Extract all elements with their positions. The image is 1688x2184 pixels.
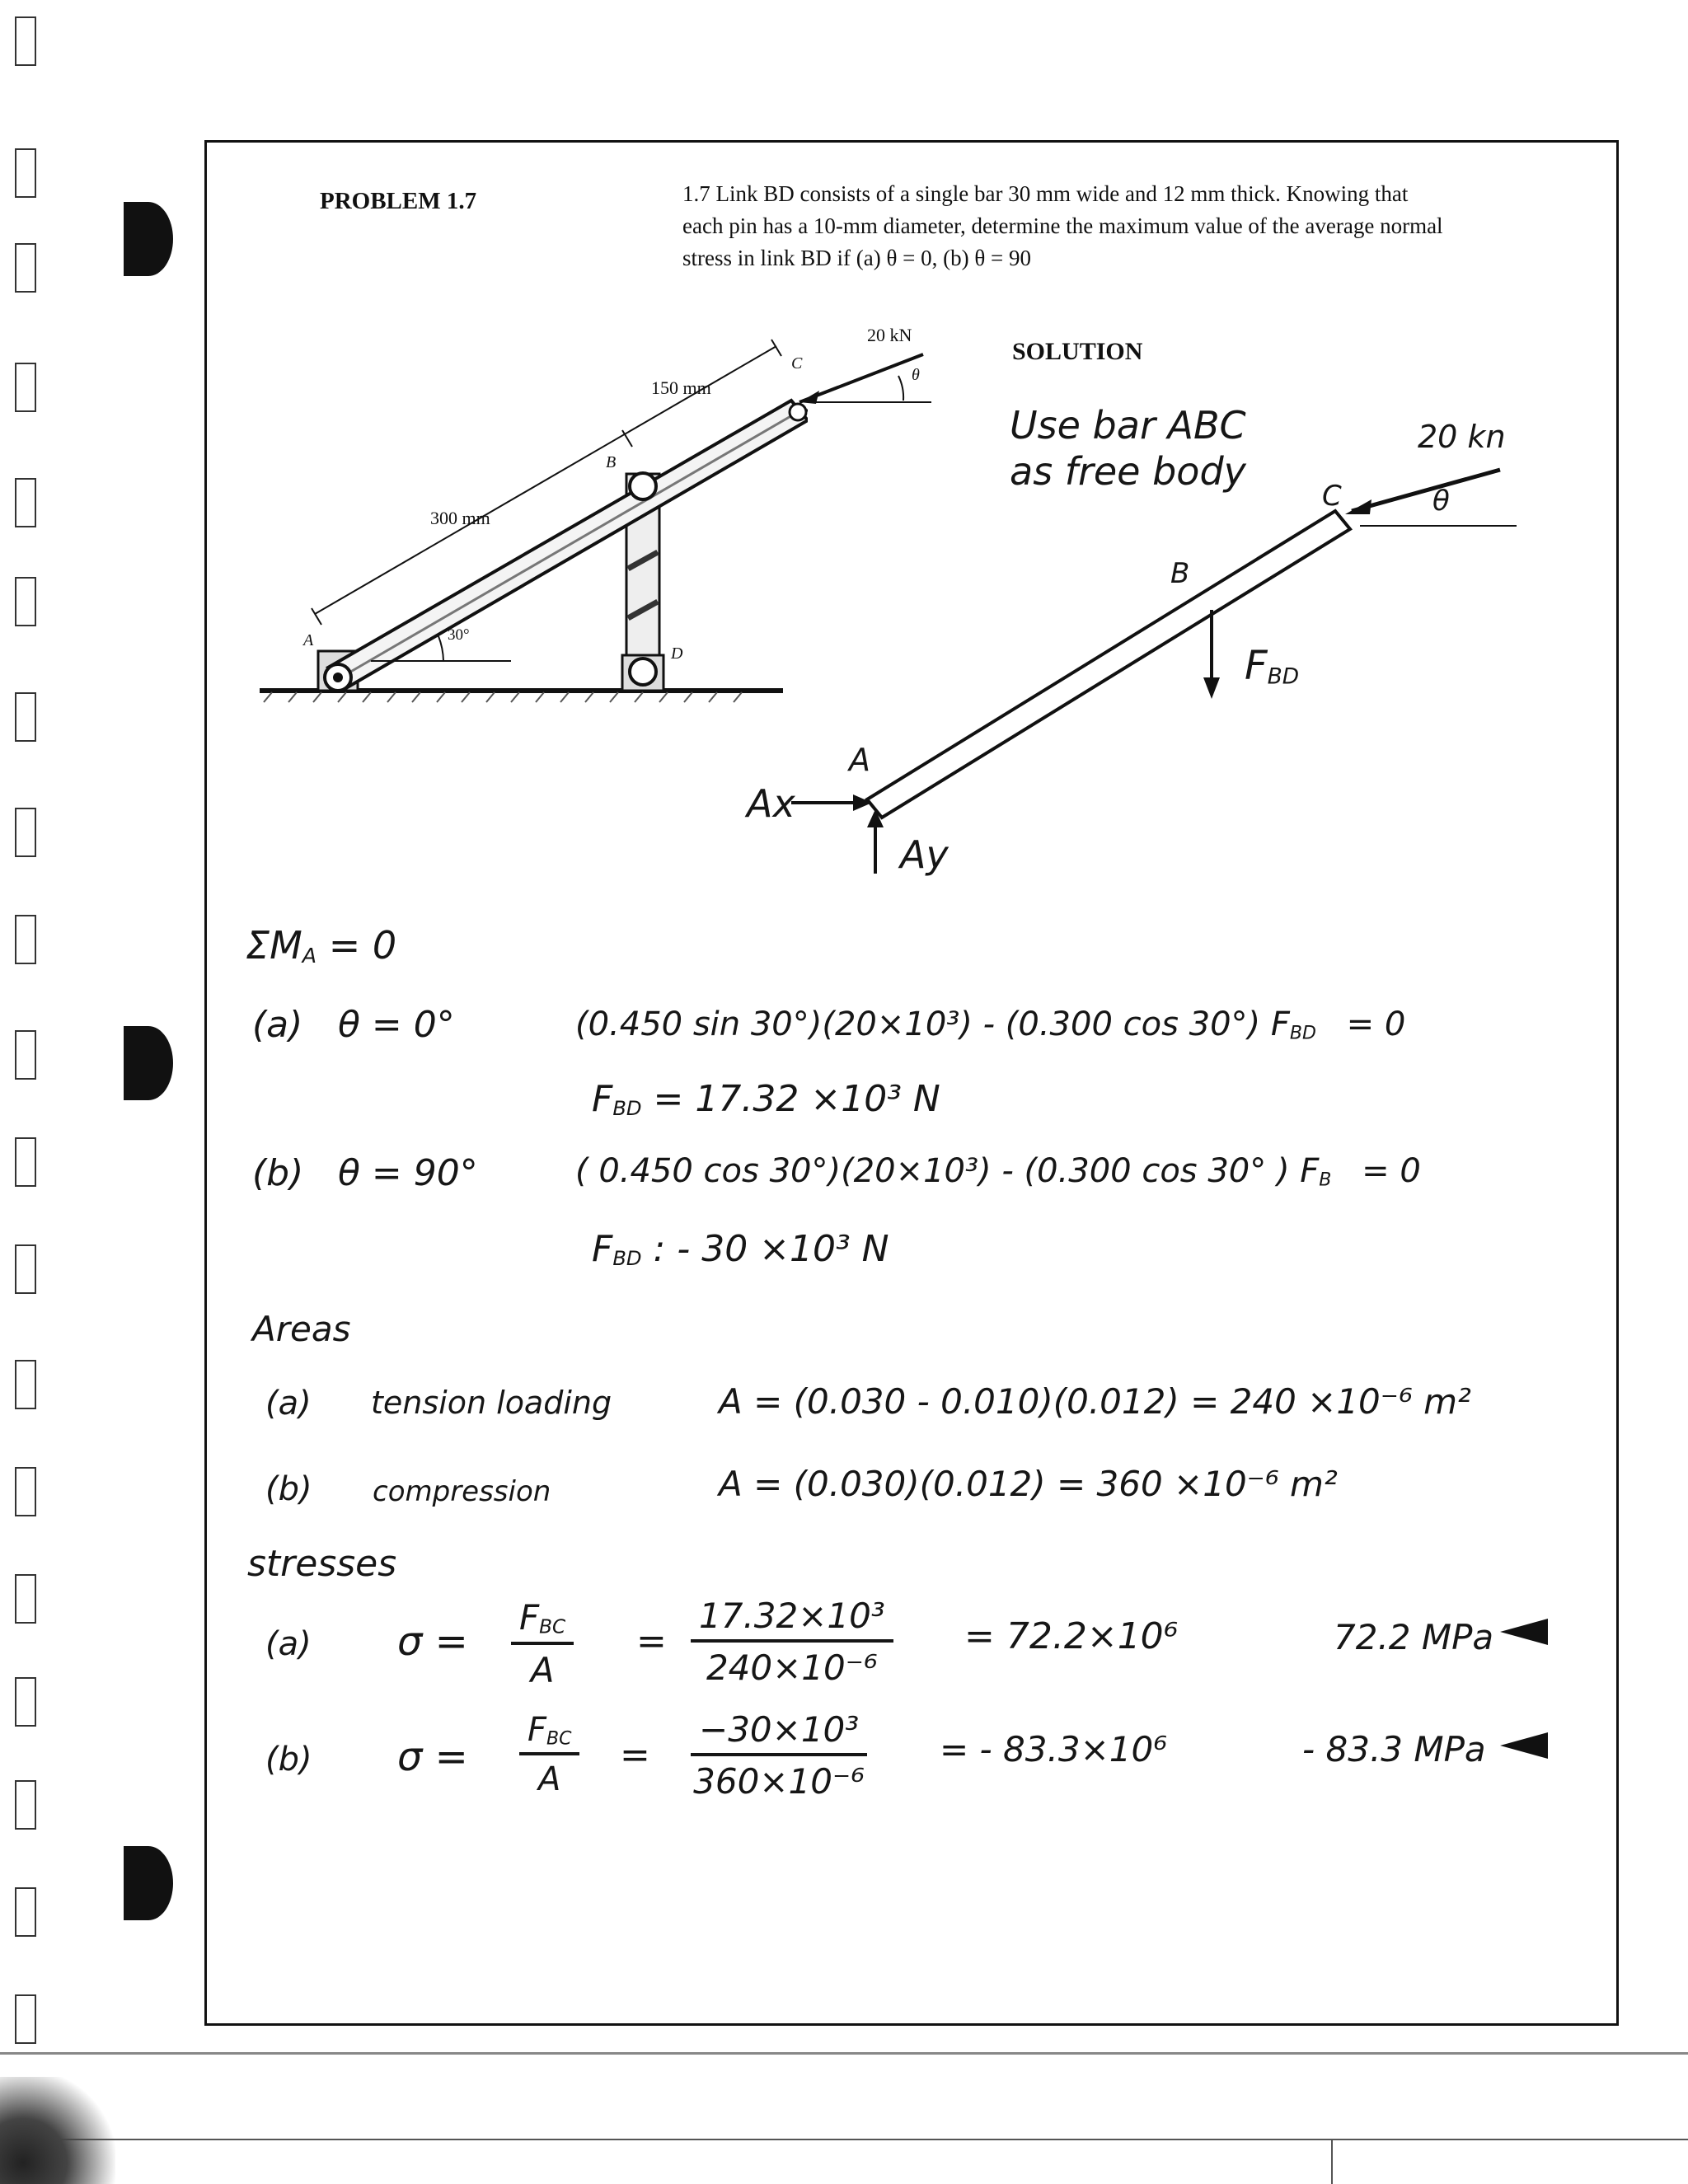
stress-a-numerator <box>511 1597 574 1645</box>
stress-b-sigma: σ = <box>397 1734 468 1780</box>
solution-heading: SOLUTION <box>1012 338 1143 365</box>
stress-b-label: (b) <box>265 1741 312 1779</box>
stress-b-numeric-denominator: 360×10⁻⁶ <box>693 1761 865 1802</box>
binder-hole <box>15 1677 36 1727</box>
case-a-moment-equation <box>575 1005 1405 1043</box>
binder-hole <box>15 148 36 198</box>
stress-a-label: (a) <box>265 1625 312 1663</box>
stress-b-denominator: A <box>538 1760 561 1799</box>
stress-b-value: = - 83.3×10⁶ <box>940 1729 1168 1769</box>
stress-a-denominator: A <box>530 1649 555 1690</box>
ground-hatch <box>264 692 742 702</box>
binder-hole <box>15 915 36 964</box>
fbd-point-b: B <box>1170 557 1190 590</box>
binder-hole <box>15 1887 36 1937</box>
area-b-description: compression <box>373 1475 551 1508</box>
case-a-result-subscript: BD <box>612 1096 642 1120</box>
figure-dim-300: 300 mm <box>430 508 490 528</box>
punch-mark <box>124 202 173 276</box>
binder-hole <box>15 577 36 626</box>
binder-hole <box>15 478 36 527</box>
case-a-moment-expression: (0.450 sin 30°)(20×10³) - (0.300 cos 30°) F <box>575 1005 1290 1043</box>
case-b-moment-rhs: = 0 <box>1362 1152 1421 1190</box>
binder-hole <box>15 1574 36 1624</box>
binder-hole <box>15 1360 36 1409</box>
moment-sum-symbol: ΣM <box>246 923 302 968</box>
stress-a-answer: 72.2 MPa <box>1334 1617 1494 1657</box>
fbd-load-label: 20 kn <box>1418 419 1506 455</box>
fbd-load-arrowhead <box>1345 499 1372 514</box>
case-a-theta: θ = 0° <box>338 1004 455 1046</box>
figure-theta-label: θ <box>912 366 920 384</box>
stress-a-numeric-denominator: 240×10⁻⁶ <box>706 1647 878 1688</box>
case-a-force-value: = 17.32 ×10³ N <box>653 1078 940 1120</box>
figure-load-label: 20 kN <box>867 325 912 345</box>
binder-hole <box>15 16 36 66</box>
solution-note-line: Use bar ABC <box>1010 403 1246 448</box>
case-a-force-symbol: F <box>592 1078 613 1120</box>
areas-heading: Areas <box>252 1309 351 1349</box>
scan-edge-line <box>0 2052 1688 2055</box>
scan-edge-line <box>0 2139 1688 2140</box>
free-body-diagram <box>725 462 1550 874</box>
stress-b-answer: - 83.3 MPa <box>1302 1729 1486 1769</box>
scan-edge-line <box>1331 2140 1333 2184</box>
stress-b-numeric-numerator: −30×10³ <box>691 1709 867 1756</box>
problem-statement-line: each pin has a 10-mm diameter, determine the maximum value of the average normal <box>682 213 1443 238</box>
area-a-equation: A = (0.030 - 0.010)(0.012) = 240 ×10⁻⁶ m² <box>719 1381 1471 1422</box>
case-b-moment-equation <box>575 1152 1421 1190</box>
binder-hole <box>15 692 36 742</box>
binder-hole <box>15 808 36 857</box>
stress-a-equals: = <box>636 1620 667 1662</box>
area-b-label: (b) <box>265 1470 312 1508</box>
case-b-result-subscript: BD <box>612 1246 642 1270</box>
case-b-force-value: : - 30 ×10³ N <box>653 1228 889 1270</box>
area-b-equation: A = (0.030)(0.012) = 360 ×10⁻⁶ m² <box>719 1464 1338 1504</box>
case-b-force-result <box>592 1228 889 1270</box>
punch-mark <box>124 1026 173 1100</box>
stress-b-equals: = <box>620 1734 650 1776</box>
angle-arc <box>438 636 443 661</box>
pin-a-center <box>333 673 343 682</box>
figure-angle-label: 30° <box>448 626 470 644</box>
solution-note-line: as free body <box>1010 449 1246 494</box>
area-a-label: (a) <box>265 1385 312 1422</box>
case-b-label: (b) <box>252 1152 304 1194</box>
binder-hole <box>15 1994 36 2044</box>
stresses-heading: stresses <box>247 1543 397 1585</box>
case-b-theta: θ = 90° <box>338 1152 478 1194</box>
link-figure <box>247 321 808 717</box>
stress-a-value: = 72.2×10⁶ <box>964 1615 1179 1657</box>
answer-marker-icon <box>1500 1729 1550 1762</box>
figure-point-b: B <box>606 453 617 471</box>
case-a-force-subscript: BD <box>1289 1023 1316 1044</box>
answer-marker-icon <box>1500 1615 1550 1648</box>
binder-hole <box>15 1244 36 1294</box>
binder-hole <box>15 1780 36 1830</box>
stress-a-force-symbol: F <box>519 1597 540 1638</box>
stress-b-fraction-numeric <box>691 1709 867 1802</box>
figure-dim-150: 150 mm <box>651 377 711 398</box>
figure-point-c: C <box>791 354 803 373</box>
stress-a-fraction-symbolic <box>511 1597 574 1690</box>
stress-a-numeric-numerator: 17.32×10³ <box>691 1596 893 1643</box>
fbd-point-c: C <box>1322 480 1342 513</box>
scan-smudge <box>0 2077 115 2184</box>
binder-hole <box>15 1467 36 1516</box>
punch-mark <box>124 1846 173 1920</box>
fbd-force-bd-label <box>1245 643 1299 689</box>
stress-b-force-symbol: F <box>528 1711 547 1749</box>
problem-label: PROBLEM 1.7 <box>320 188 477 214</box>
fbd-force-subscript: BD <box>1267 663 1300 690</box>
fbd-force-symbol: F <box>1245 643 1268 689</box>
moment-sum-rhs: = 0 <box>328 923 397 968</box>
area-a-description: tension loading <box>371 1385 612 1421</box>
problem-statement-line: 1.7 Link BD consists of a single bar 30 mm wide and 12 mm thick. Knowing that <box>682 181 1409 206</box>
case-b-moment-expression: ( 0.450 cos 30°)(20×10³) - (0.300 cos 30° ) F <box>575 1152 1320 1190</box>
case-a-moment-rhs: = 0 <box>1346 1005 1406 1043</box>
figure-point-d: D <box>671 644 683 663</box>
binder-hole <box>15 1137 36 1187</box>
case-a-label: (a) <box>252 1004 303 1046</box>
problem-statement-line: stress in link BD if (a) θ = 0, (b) θ = 90 <box>682 246 1032 270</box>
moment-sum-subscript: A <box>302 944 317 968</box>
problem-statement <box>682 178 1443 274</box>
fbd-point-a: A <box>849 742 870 778</box>
pin-b <box>630 473 656 499</box>
stress-a-fraction-numeric <box>691 1596 893 1688</box>
fbd-force-ay-label: Ay <box>900 832 949 877</box>
stress-a-sigma: σ = <box>397 1619 468 1665</box>
stress-a-force-subscript: BC <box>539 1616 566 1638</box>
stress-b-fraction-symbolic <box>519 1711 579 1798</box>
case-b-force-symbol: F <box>592 1228 613 1270</box>
binder-hole <box>15 1030 36 1080</box>
pin-d <box>630 658 656 685</box>
figure-point-a: A <box>303 631 314 649</box>
binder-hole <box>15 243 36 293</box>
stress-b-numerator <box>519 1711 579 1755</box>
stress-b-force-subscript: BC <box>546 1728 572 1750</box>
fbd-force-ax-label: Ax <box>747 781 795 826</box>
case-a-force-result <box>592 1078 940 1120</box>
case-b-force-subscript: B <box>1319 1169 1332 1191</box>
binder-hole <box>15 363 36 412</box>
fbd-theta-label: θ <box>1432 485 1450 518</box>
moment-sum <box>246 923 396 968</box>
